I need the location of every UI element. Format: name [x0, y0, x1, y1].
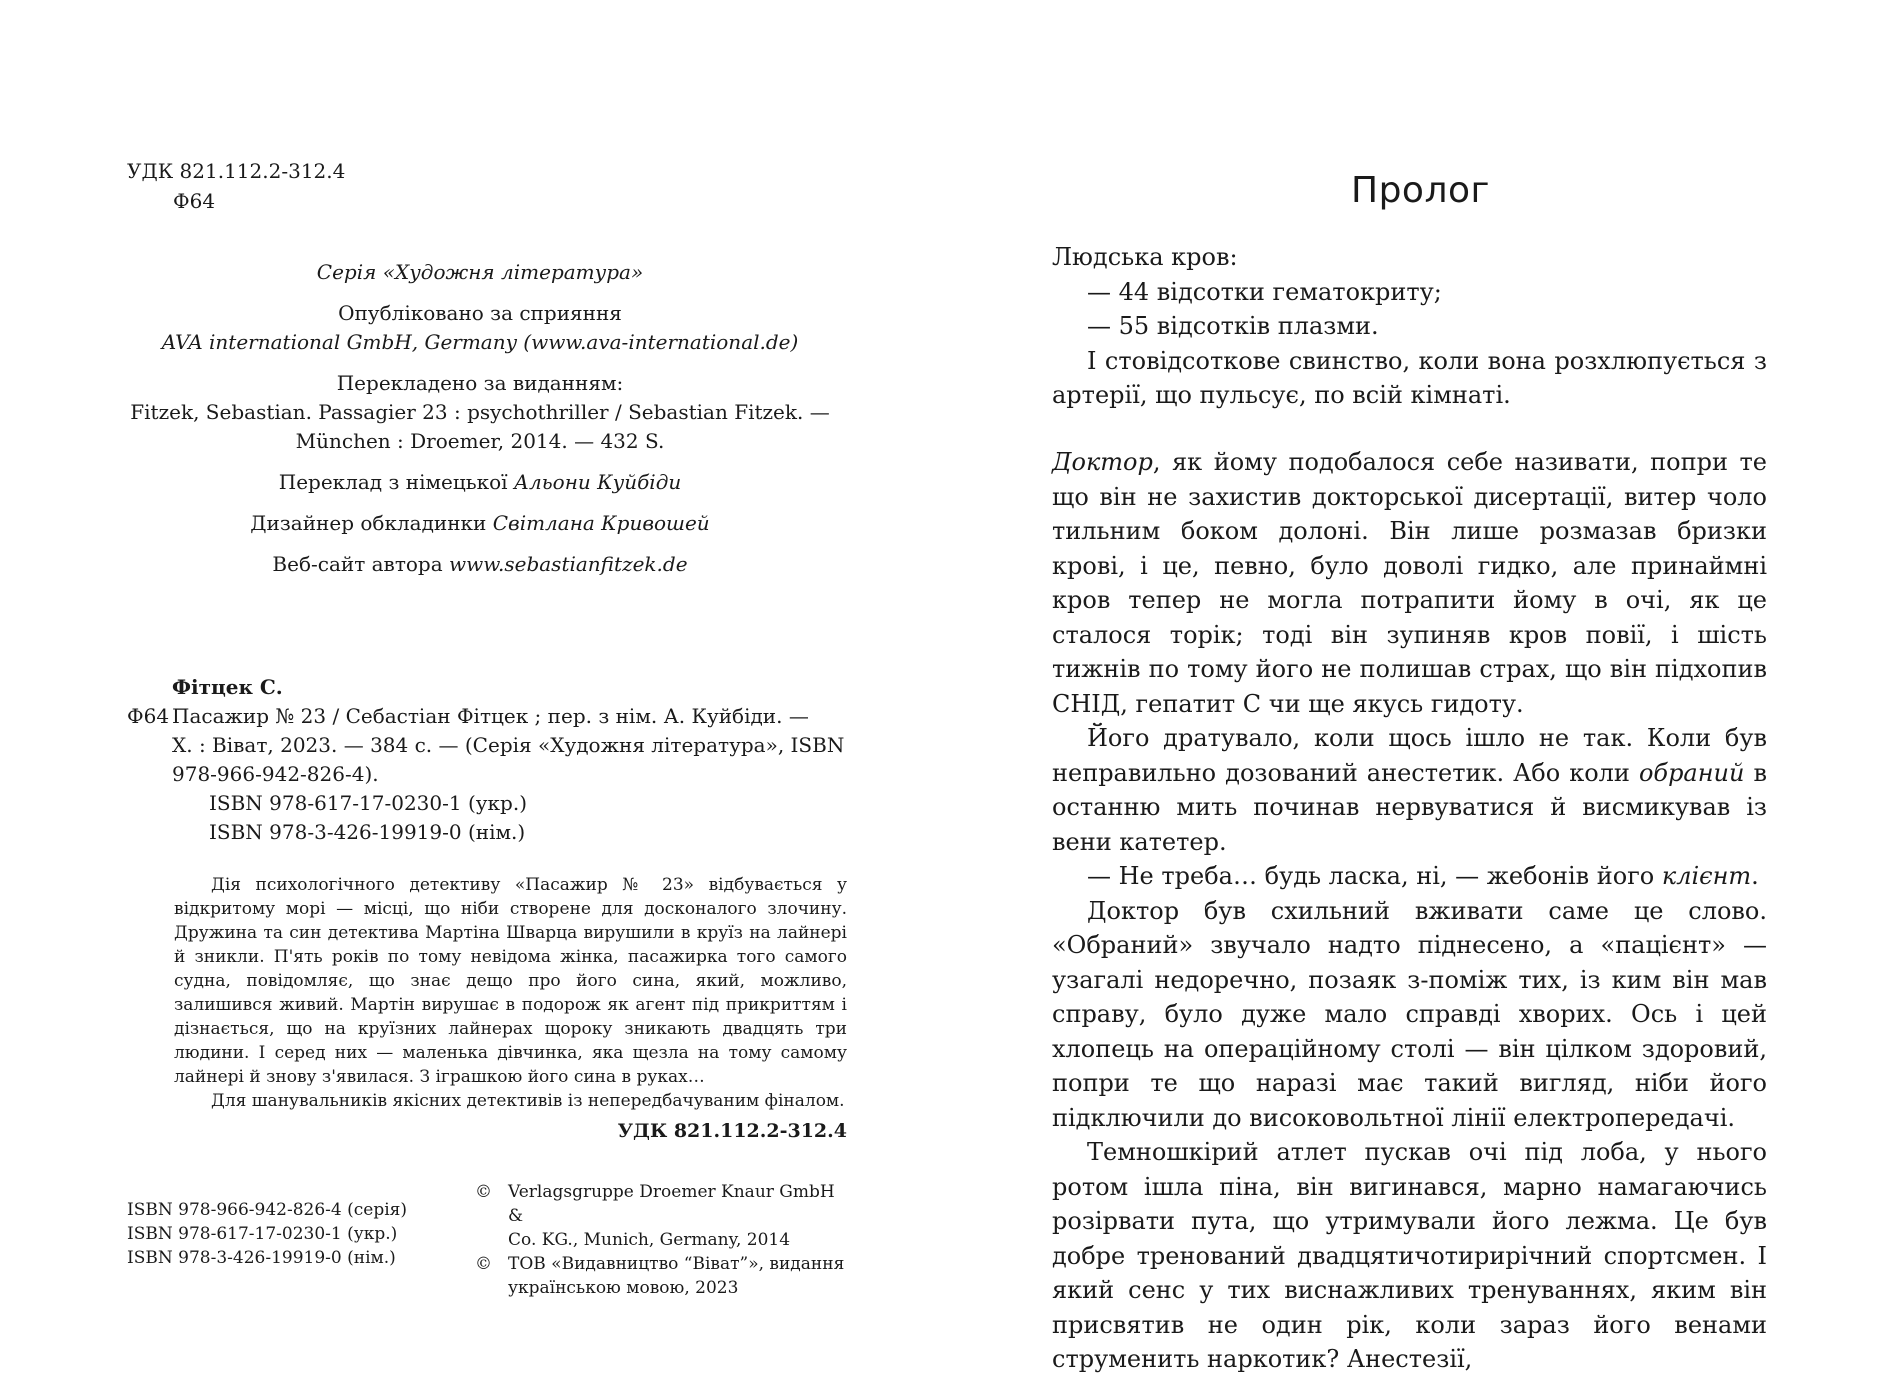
record-author: Фітцек С.: [172, 675, 283, 699]
paragraph-text: .: [1751, 862, 1759, 890]
record-line-2: Х. : Віват, 2023. — 384 с. — (Серія «Художня література», ISBN: [172, 733, 845, 757]
isbn-list: [127, 1198, 407, 1270]
copyright-symbol: ©: [475, 1254, 492, 1274]
cover-prefix: Дизайнер обкладинки: [250, 511, 493, 535]
paragraph: [1052, 721, 1767, 859]
paragraph: Людська кров:: [1052, 243, 1238, 271]
italic-term: Доктор: [1052, 448, 1153, 476]
isbn-ukr: ISBN 978-617-17-0230-1 (укр.): [127, 1224, 398, 1244]
chapter-title: Пролог: [1351, 170, 1490, 211]
original-line-2: München : Droemer, 2014. — 432 S.: [295, 429, 665, 453]
record-code: Ф64: [127, 704, 170, 728]
published-with: Опубліковано за сприяння: [338, 301, 622, 325]
copyright-entry: [475, 1252, 855, 1300]
copyright-block: [475, 1180, 855, 1300]
record-line-3: 978-966-942-826-4).: [172, 762, 379, 786]
annotation-udk: УДК 821.112.2-312.4: [617, 1120, 847, 1142]
publisher-support: AVA international GmbH, Germany (www.ava-international.de): [161, 330, 799, 354]
copyright-entry: [475, 1180, 855, 1252]
website-url: www.sebastianfitzek.de: [449, 552, 688, 576]
record-isbn-2: ISBN 978-3-426-19919-0 (нім.): [209, 820, 526, 844]
bbk-code: Ф64: [173, 189, 216, 213]
annotation: [174, 873, 847, 1143]
translation-prefix: Переклад з німецької: [278, 470, 514, 494]
paragraph: Темношкірий атлет пускав очі під лоба, у нього ротом ішла піна, він вигинався, марно намагаючись розірвати пута, що утримували його лежма. Це був добре тренований двадцятичотирирічний спортсмен. І який сенс у тих виснажливих тренуваннях, яким він присвятив не один рік, коли зараз його венами струменить наркотик? Анестезії,: [1052, 1138, 1767, 1373]
copyright-symbol: ©: [475, 1182, 492, 1202]
cover-designer-name: Світлана Кривошей: [492, 511, 710, 535]
copyright-2-line-1: ТОВ «Видавництво “Віват”», видання: [508, 1254, 845, 1274]
paragraph: — 55 відсотків плазми.: [1087, 312, 1379, 340]
paragraph-text: в останню мить починав нервуватися й висмикував із вени катетер.: [1052, 758, 1768, 856]
cover-designer-line: [120, 509, 840, 538]
isbn-ger: ISBN 978-3-426-19919-0 (нім.): [127, 1248, 396, 1268]
series-line: Серія «Художня література»: [316, 260, 644, 284]
translated-from-label: Перекладено за виданням:: [336, 371, 624, 395]
italic-term: обраний: [1638, 758, 1745, 787]
website-line: [120, 550, 840, 579]
italic-term: клієнт: [1661, 862, 1752, 890]
udk-line: УДК 821.112.2-312.4: [127, 159, 346, 183]
right-page: [945, 0, 1890, 1378]
copyright-1-line-1: Verlagsgruppe Droemer Knaur GmbH &: [508, 1182, 835, 1226]
original-edition: [120, 369, 840, 456]
paragraph: [1052, 445, 1767, 721]
original-line-1: Fitzek, Sebastian. Passagier 23 : psychothriller / Sebastian Fitzek. —: [130, 400, 830, 424]
translator-line: [120, 468, 840, 497]
prologue-opening: [1052, 240, 1767, 413]
support-block: [120, 299, 840, 357]
annotation-paragraph: Дія психологічного детективу «Пасажир № 23» відбувається у відкритому морі — місці, що ніби створене для досконалого злочину. Дружина та син детектива Мартіна Шварца вирушили в круїз на лайнері й зникли. П'ять років по тому невідома жінка, пасажирка того самого судна, повідомляє, що знає дещо про його сина, який, можливо, залишився живий. Мартін вирушає в подорож як агент під прикриттям і дізнається, що на круїзних лайнерах щороку зникають двадцять три людини. І серед них — маленька дівчинка, яка щезла на тому самому лайнері й знову з'явилася. З іграшкою його сина в руках…: [174, 875, 847, 1087]
record-line-1: Пасажир № 23 / Себастіан Фітцек ; пер. з нім. А. Куйбіди. —: [172, 704, 809, 728]
isbn-series: ISBN 978-966-942-826-4 (серія): [127, 1200, 408, 1220]
website-prefix: Веб-сайт автора: [272, 552, 450, 576]
prologue-body: [1052, 445, 1767, 1377]
record-isbn-1: ISBN 978-617-17-0230-1 (укр.): [209, 791, 527, 815]
copyright-1-line-2: Co. KG., Munich, Germany, 2014: [508, 1230, 791, 1250]
copyright-2-line-2: українською мовою, 2023: [508, 1278, 739, 1298]
paragraph: Доктор був схильний вживати саме це слово. «Обраний» звучало надто піднесено, а «пацієнт» — узагалі недоречно, позаяк з-поміж тих, із ким він мав справу, було дуже мало справді хворих. Ось і цей хлопець на операційному столі — він цілком здоровий, попри те що наразі має такий вигляд, ніби його підключили до високовольтної лінії електропередачі.: [1052, 896, 1767, 1132]
paragraph-text: , як йому подобалося себе називати, попри те що він не захистив докторської дисертації, витер чоло тильним боком долоні. Він лише розмазав бризки крові, і це, певно, було доволі гидко, але принаймні кров тепер не могла потрапити йому в очі, як це сталося торік; тоді він зупиняв кров повії, і шість тижнів по тому його не полишав страх, що він підхопив СНІД, гепатит С чи ще якусь гидоту.: [1052, 448, 1767, 718]
annotation-tagline: Для шанувальників якісних детективів із непередбачуваним фіналом.: [211, 1091, 845, 1111]
paragraph: І стовідсоткове свинство, коли вона розхлюпується з артерії, що пульсує, по всій кімнаті.: [1052, 346, 1767, 409]
translator-name: Альони Куйбіди: [513, 470, 682, 494]
paragraph: — 44 відсотки гематокриту;: [1087, 277, 1442, 306]
paragraph: [1052, 859, 1767, 894]
catalog-record: [127, 673, 847, 847]
imprint-credits: [120, 258, 840, 591]
paragraph-text: — Не треба… будь ласка, ні, — жебонів його: [1087, 862, 1662, 890]
paragraph-text: Його дратувало, коли щось ішло не так. Коли був неправильно дозований анестетик. Або коли: [1052, 724, 1767, 787]
